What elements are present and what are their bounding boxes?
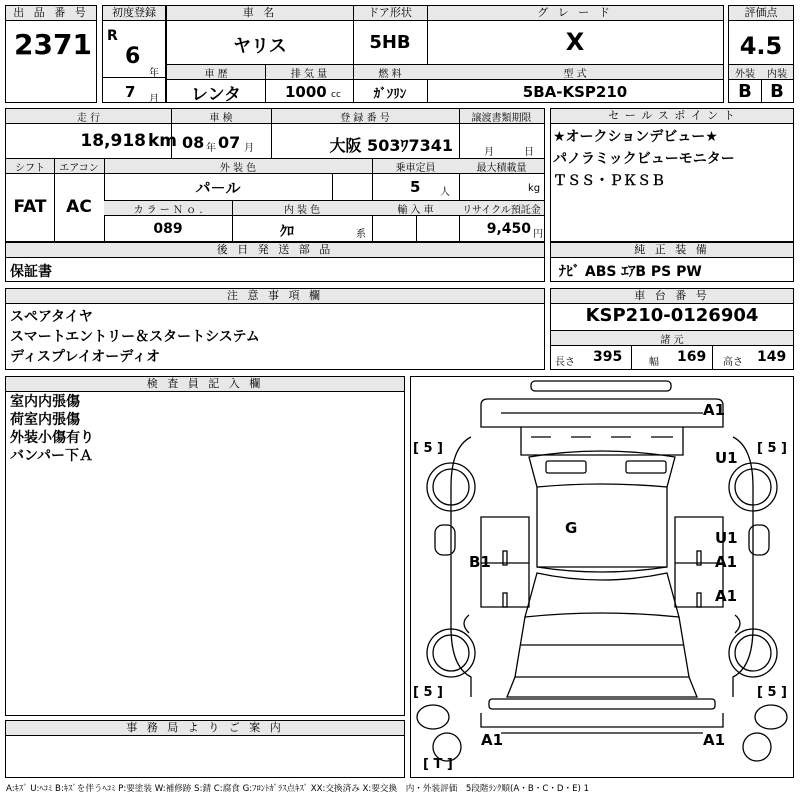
ac-label: エアコン [54, 159, 104, 174]
chassis-box [550, 288, 794, 370]
ext-grade: B [738, 81, 752, 102]
model: 5BA-KSP210 [522, 83, 628, 101]
ext-label: 外装 [729, 65, 761, 80]
inspection-label: 車 検 [171, 109, 271, 124]
mark-right-rear-door-u: U1 [715, 529, 738, 547]
inspector-line: 外装小傷有り [10, 430, 94, 446]
note-line: ディスプレイオーディオ [10, 349, 161, 365]
history-label: 車 歴 [167, 65, 265, 80]
transfer-month: 月 [484, 147, 494, 158]
inspection-month: 07 [218, 133, 241, 152]
notes-label: 注 意 事 項 欄 [6, 289, 544, 304]
grade-label: グ レ ー ド [427, 6, 723, 21]
transfer-label: 譲渡書類期限 [459, 109, 544, 124]
sales-points-box [550, 108, 794, 242]
score: 4.5 [739, 32, 783, 60]
interior-color: ｸﾛ [280, 224, 294, 240]
history: レンタ [191, 85, 241, 105]
mark-front-right: A1 [703, 731, 726, 749]
import-label: 輸 入 車 [372, 201, 459, 216]
score-box [728, 5, 794, 103]
inspector-box [5, 376, 405, 716]
recycle-label: リサイクル預託金 [459, 201, 544, 216]
model-label: 型 式 [427, 65, 723, 80]
tire-front-right: [ 5 ] [757, 685, 787, 700]
genuine-label: 純 正 装 備 [551, 243, 793, 258]
car-name: ヤリス [233, 36, 287, 57]
inspection-month-unit: 月 [244, 143, 254, 154]
later-parts-box [5, 242, 545, 282]
inspection-year-unit: 年 [206, 143, 216, 154]
mark-front-left: A1 [481, 731, 504, 749]
spec-label: 諸 元 [551, 331, 793, 346]
sales-point-line: ★オークションデビュー★ [553, 129, 718, 145]
later-parts-label: 後 日 発 送 部 品 [6, 243, 544, 258]
mark-rear-bumper: A1 [703, 401, 726, 419]
genuine-equipment-box [550, 242, 794, 282]
door-type: 5HB [369, 32, 411, 53]
mileage-label: 走 行 [6, 109, 171, 124]
first-reg-label: 初度登録 [103, 6, 165, 21]
mark-left-rear-door: B1 [469, 553, 491, 571]
displacement: 1000 [285, 83, 327, 101]
era: R [107, 28, 118, 44]
first-registration-box [102, 5, 166, 103]
chassis-number: KSP210-0126904 [585, 305, 759, 326]
inspector-label: 検 査 員 記 入 欄 [6, 377, 404, 392]
int-color-label: 内 装 色 [232, 201, 372, 216]
fuel: ｶﾞｿﾘﾝ [373, 87, 407, 102]
car-info-box [166, 5, 724, 103]
inspector-line: バンパー下Ａ [10, 448, 94, 464]
tire-front-left: [ 5 ] [413, 685, 443, 700]
load-label: 最大積載量 [459, 159, 544, 174]
year-unit: 年 [149, 68, 159, 79]
month-unit: 月 [149, 94, 159, 105]
office-box [5, 720, 405, 778]
width: 169 [677, 349, 707, 365]
height: 149 [757, 349, 787, 365]
mark-right-rear-door-a: A1 [715, 553, 738, 571]
lot-number: 2371 [14, 28, 92, 61]
body-color: パ－ル [195, 179, 241, 197]
load-unit: kg [528, 183, 541, 194]
inspection-year: 08 [182, 133, 205, 152]
damage-diagram [410, 376, 794, 778]
mark-rear-right-fender: U1 [715, 449, 738, 467]
width-label: 幅 [649, 357, 659, 368]
displacement-unit: cc [331, 90, 341, 100]
interior-color-unit: 系 [356, 229, 366, 240]
height-label: 高さ [723, 357, 743, 368]
mark-glass: G [565, 519, 578, 537]
later-parts-value: 保証書 [10, 264, 52, 280]
capacity: 5 [410, 178, 421, 196]
car-name-label: 車 名 [167, 6, 353, 21]
car-outline [411, 377, 793, 777]
reg-number: 大阪 503ﾜ7341 [329, 136, 453, 155]
tire-rear-left: [ 5 ] [413, 441, 443, 456]
lot-label: 出 品 番 号 [6, 6, 96, 21]
grade: X [565, 28, 585, 56]
sales-points-label: セ ー ル ス ポ イ ン ト [551, 109, 793, 124]
inspector-line: 室内内張傷 [10, 394, 80, 410]
int-grade: B [770, 81, 784, 102]
recycle-fee: 9,450 [486, 221, 531, 237]
color-number: 089 [153, 221, 183, 237]
notes-box [5, 288, 545, 370]
int-label: 内装 [761, 65, 793, 80]
spare-tire: [ T ] [423, 757, 453, 772]
transfer-day: 日 [524, 147, 534, 158]
mark-right-front-door: A1 [715, 587, 738, 605]
capacity-label: 乗車定員 [372, 159, 459, 174]
ac: AC [66, 197, 92, 217]
door-label: ドア形状 [353, 6, 427, 21]
length: 395 [593, 349, 623, 365]
displacement-label: 排 気 量 [265, 65, 353, 80]
capacity-unit: 人 [440, 187, 450, 198]
reg-year: 6 [125, 44, 141, 69]
shift: FAT [13, 197, 47, 217]
color-label: 外 装 色 [104, 159, 372, 174]
legend: A:ｷｽﾞ U:ﾍｺﾐ B:ｷｽﾞを伴うﾍｺﾐ P:要塗装 W:補修跡 S:錆 C:腐食 G:ﾌﾛﾝﾄｶﾞﾗｽ点ｷｽﾞ XX:交換済み X:要交換 内・外装評価 5段階ﾗﾝｸ順(A・B・C・D・E) 1 [6, 784, 590, 794]
office-label: 事 務 局 よ り ご 案 内 [6, 721, 404, 736]
color-no-label: カ ラ ー Ｎ ｏ . [104, 201, 232, 216]
mileage: 18,918 [80, 131, 146, 151]
tire-rear-right: [ 5 ] [757, 441, 787, 456]
score-label: 評価点 [729, 6, 793, 21]
mileage-unit: km [148, 131, 178, 151]
note-line: スマートエントリー＆スタートシステム [10, 329, 260, 345]
chassis-label: 車 台 番 号 [551, 289, 793, 304]
shift-label: シフト [6, 159, 54, 174]
sales-point-line: パノラミックビューモニター [553, 151, 735, 167]
genuine-value: ﾅﾋﾞ ABS ｴｱB PS PW [559, 264, 702, 280]
inspector-line: 荷室内張傷 [10, 412, 80, 428]
vehicle-details-box [5, 108, 545, 242]
fuel-label: 燃 料 [353, 65, 427, 80]
reg-month: 7 [125, 83, 136, 101]
note-line: スペアタイヤ [10, 309, 93, 325]
length-label: 長さ [555, 357, 575, 368]
recycle-unit: 円 [533, 229, 543, 240]
reg-number-label: 登 録 番 号 [271, 109, 459, 124]
lot-box [5, 5, 97, 103]
sales-point-line: ＴＳＳ・ＰＫＳＢ [553, 173, 665, 189]
